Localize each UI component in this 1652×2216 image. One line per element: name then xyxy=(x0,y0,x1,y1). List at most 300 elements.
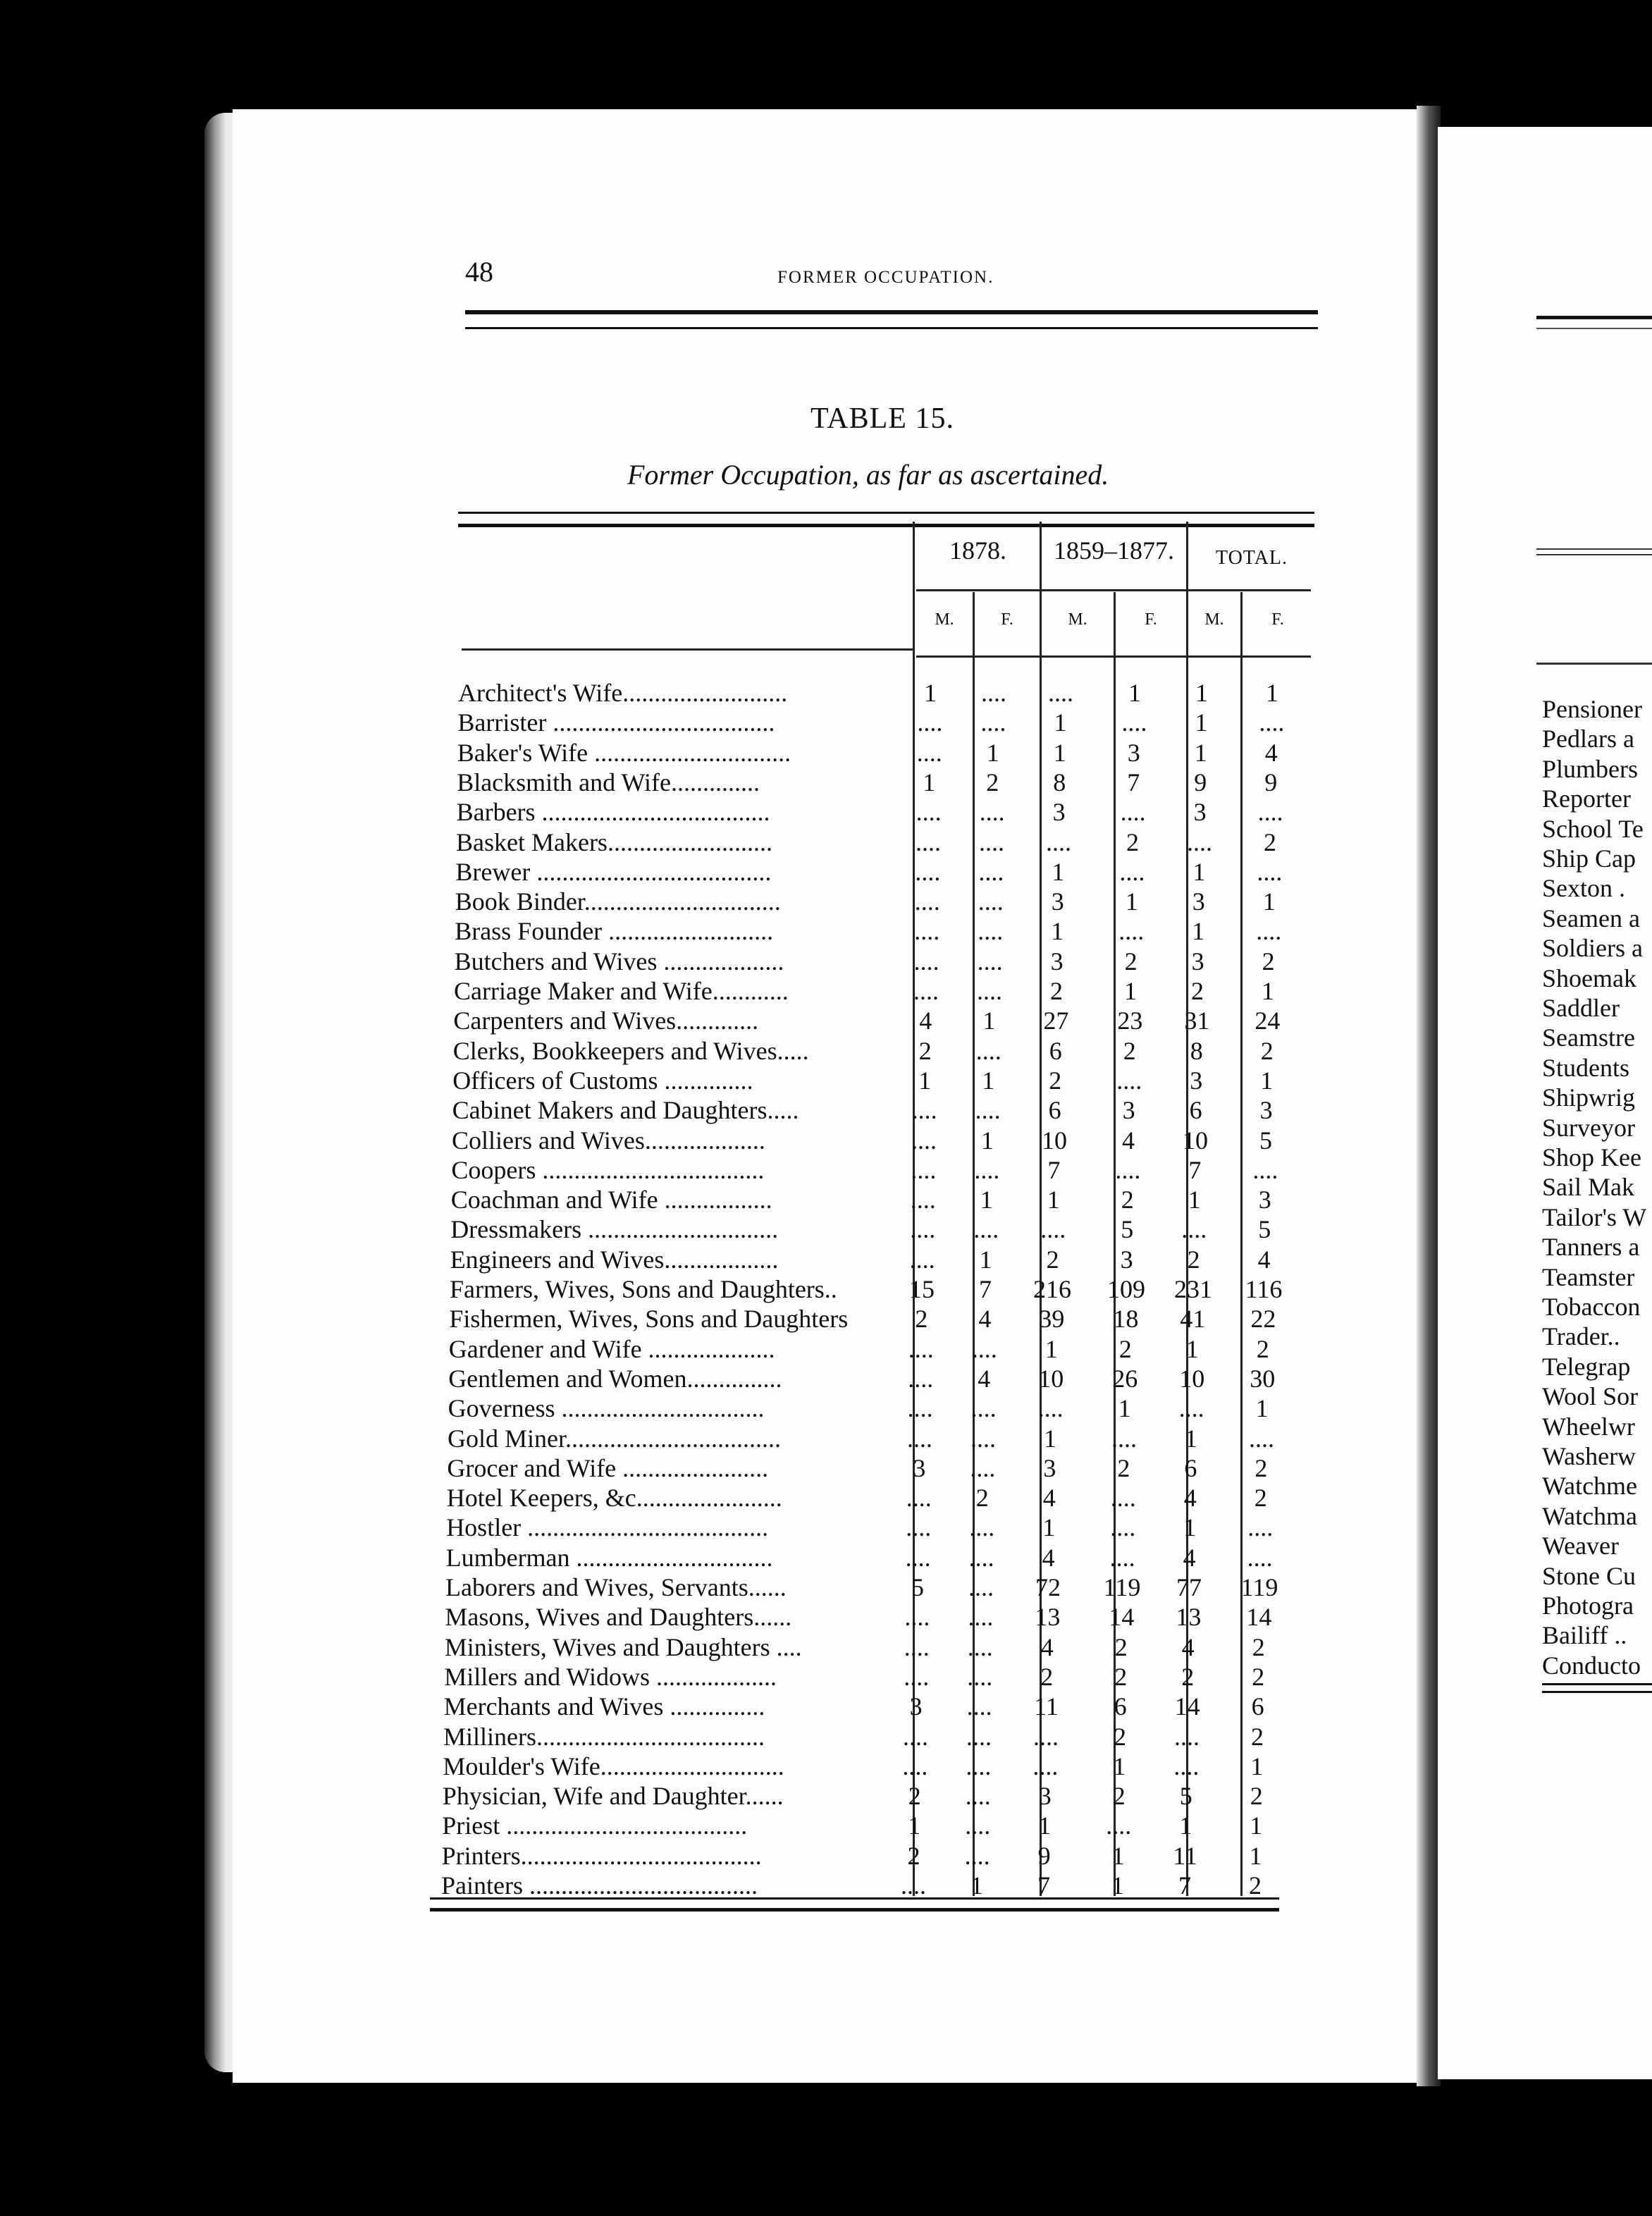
table-row xyxy=(390,1513,1306,1542)
table-cell: 2 xyxy=(1255,1453,1268,1482)
facing-page-item: Saddler xyxy=(1542,994,1620,1022)
table-cell: 1 xyxy=(918,1066,932,1095)
table-cell: .... xyxy=(1174,1722,1200,1751)
table-cell: 9 xyxy=(1194,768,1207,796)
occupation-label: Hostler ...................................... xyxy=(446,1513,769,1542)
table-cell: 2 xyxy=(1114,1662,1128,1691)
table-cell: 119 xyxy=(1240,1573,1278,1601)
occupation-label: Physician, Wife and Daughter...... xyxy=(442,1782,784,1811)
table-cell: 6 xyxy=(1049,1036,1062,1065)
table-cell: 5 xyxy=(1179,1782,1192,1811)
table-cell: 9 xyxy=(1264,768,1278,796)
table-cell: 2 xyxy=(1252,1662,1265,1691)
table-cell: 4 xyxy=(978,1364,991,1393)
table-cell: 10 xyxy=(1183,1126,1208,1155)
table-row xyxy=(386,1781,1302,1811)
occupation-label: Millers and Widows ................... xyxy=(444,1662,777,1691)
table-cell: 4 xyxy=(919,1007,932,1035)
occupation-label: Coopers ................................... xyxy=(451,1155,765,1184)
table-cell: 2 xyxy=(907,1841,920,1870)
table-cell: .... xyxy=(909,1245,935,1274)
subheader-m: M. xyxy=(935,610,954,629)
occupation-label: Dressmakers .............................. xyxy=(450,1215,779,1244)
facing-stub-rule xyxy=(1536,663,1652,665)
table-cell: .... xyxy=(901,1871,926,1900)
table-cell: .... xyxy=(913,977,939,1005)
table-cell: .... xyxy=(1110,1513,1136,1542)
table-cell: 3 xyxy=(1190,1066,1203,1095)
table-cell: 2 xyxy=(1118,1334,1132,1363)
table-cell: 2 xyxy=(908,1782,921,1811)
table-cell: 2 xyxy=(1191,977,1204,1005)
table-cell: .... xyxy=(979,798,1005,827)
table-row xyxy=(401,738,1317,768)
table-cell: 2 xyxy=(1251,1722,1264,1751)
table-cell: .... xyxy=(1046,827,1071,856)
subheader-m: M. xyxy=(1068,610,1087,629)
table-cell: 1 xyxy=(1042,1513,1056,1542)
table-cell: 7 xyxy=(1127,768,1140,796)
facing-page-item: Soldiers a xyxy=(1542,934,1643,963)
table-subtitle: Former Occupation, as far as ascertained. xyxy=(627,459,1109,491)
table-title: TABLE 15. xyxy=(810,402,954,435)
table-cell: 18 xyxy=(1113,1305,1139,1334)
table-cell: 3 xyxy=(1191,947,1204,975)
table-cell: .... xyxy=(902,1752,928,1780)
table-cell: .... xyxy=(973,1215,999,1244)
table-cell: .... xyxy=(975,1096,1001,1125)
table-cell: 2 xyxy=(1181,1662,1195,1691)
occupation-label: Milliners.................................... xyxy=(443,1722,765,1751)
table-cell: .... xyxy=(979,827,1004,856)
table-cell: 10 xyxy=(1038,1364,1064,1393)
table-cell: .... xyxy=(906,1513,932,1542)
table-cell: 2 xyxy=(1249,1871,1262,1900)
table-cell: 1 xyxy=(1044,1424,1056,1453)
table-cell: 1 xyxy=(1192,857,1206,886)
facing-page-item: Students xyxy=(1542,1053,1630,1082)
table-cell: 1 xyxy=(923,768,936,796)
table-cell: 22 xyxy=(1250,1305,1276,1334)
table-cell: 216 xyxy=(1033,1275,1071,1303)
table-cell: .... xyxy=(910,1215,936,1244)
facing-page-item: Shipwrig xyxy=(1542,1083,1636,1112)
table-cell: 41 xyxy=(1180,1305,1206,1334)
table-cell: .... xyxy=(1032,1752,1059,1780)
table-cell: 1 xyxy=(1260,1066,1274,1095)
table-row xyxy=(390,1483,1307,1513)
table-cell: 8 xyxy=(1053,768,1066,796)
table-cell: .... xyxy=(1048,679,1073,707)
table-row xyxy=(386,1811,1302,1840)
table-cell: .... xyxy=(1181,1215,1207,1244)
subheader-f: F. xyxy=(1271,610,1284,629)
table-row xyxy=(393,1334,1309,1364)
table-cell: 3 xyxy=(1122,1096,1135,1125)
table-cell: 5 xyxy=(1258,1215,1271,1244)
occupation-label: Brewer ..................................... xyxy=(455,857,772,886)
occupation-label: Governess ................................ xyxy=(448,1394,765,1423)
table-cell: .... xyxy=(908,1334,934,1363)
table-row xyxy=(400,768,1317,797)
occupation-label: Ministers, Wives and Daughters .... xyxy=(444,1632,802,1661)
page-number: 48 xyxy=(465,256,493,288)
table-cell: 2 xyxy=(1254,1484,1267,1513)
table-cell: 1 xyxy=(1128,679,1141,707)
table-cell: 2 xyxy=(1260,1036,1274,1065)
table-cell: 2 xyxy=(975,1484,989,1513)
table-cell: .... xyxy=(917,708,943,737)
table-cell: .... xyxy=(977,977,1002,1005)
table-cell: 26 xyxy=(1112,1364,1138,1393)
table-cell: 3 xyxy=(1043,1453,1056,1482)
table-row xyxy=(395,1185,1311,1214)
table-cell: 2 xyxy=(986,768,999,796)
table-cell: .... xyxy=(980,708,1006,737)
table-cell: .... xyxy=(911,1155,937,1184)
table-cell: 1 xyxy=(1250,1811,1263,1840)
table-cell: 77 xyxy=(1176,1573,1202,1601)
table-cell: 7 xyxy=(1047,1155,1061,1184)
table-bottom-rule xyxy=(430,1897,1279,1912)
table-cell: .... xyxy=(967,1632,993,1661)
table-cell: 14 xyxy=(1109,1603,1135,1632)
table-cell: 3 xyxy=(1051,887,1064,916)
table-cell: 6 xyxy=(1251,1692,1264,1721)
table-cell: 4 xyxy=(1042,1543,1055,1572)
table-cell: .... xyxy=(971,1334,997,1363)
table-cell: 11 xyxy=(1034,1692,1059,1721)
table-cell: 5 xyxy=(1259,1126,1272,1155)
header-rule xyxy=(465,310,1318,329)
table-cell: 72 xyxy=(1035,1573,1061,1601)
table-cell: .... xyxy=(966,1752,992,1780)
table-cell: 4 xyxy=(1264,738,1278,767)
table-cell: 1 xyxy=(1250,1752,1264,1780)
table-cell: .... xyxy=(916,827,941,856)
table-cell: 2 xyxy=(1114,1722,1126,1751)
table-cell: .... xyxy=(904,1632,930,1661)
table-cell: .... xyxy=(978,917,1004,946)
occupation-label: Hotel Keepers, &c....................... xyxy=(446,1484,782,1513)
table-cell: .... xyxy=(965,1782,991,1811)
occupation-label: Colliers and Wives................... xyxy=(452,1126,765,1155)
table-cell: 1 xyxy=(981,1126,994,1155)
table-cell: .... xyxy=(1247,1543,1273,1572)
table-cell: 1 xyxy=(1195,708,1208,737)
table-cell: .... xyxy=(1121,708,1147,737)
facing-table-rule xyxy=(1536,548,1652,555)
occupation-label: Farmers, Wives, Sons and Daughters.. xyxy=(450,1275,837,1303)
table-cell: .... xyxy=(914,887,940,916)
table-cell: .... xyxy=(1109,1543,1135,1572)
table-cell: .... xyxy=(1178,1394,1204,1423)
table-cell: 5 xyxy=(911,1573,924,1601)
table-row xyxy=(390,1453,1307,1483)
occupation-label: Merchants and Wives ............... xyxy=(443,1692,765,1721)
table-row xyxy=(402,678,1318,708)
table-cell: 109 xyxy=(1107,1275,1145,1303)
table-cell: 2 xyxy=(1124,947,1138,975)
table-cell: .... xyxy=(964,1841,990,1870)
table-cell: .... xyxy=(970,1394,997,1423)
facing-page-item: Stone Cu xyxy=(1542,1561,1636,1590)
occupation-label: Officers of Customs .............. xyxy=(452,1066,753,1095)
table-cell: 1 xyxy=(1038,1811,1052,1840)
table-cell: 3 xyxy=(1193,798,1207,827)
table-cell: .... xyxy=(905,1543,931,1572)
table-cell: .... xyxy=(968,1603,994,1632)
table-cell: .... xyxy=(1252,1155,1278,1184)
table-row xyxy=(391,1424,1307,1453)
occupation-label: Engineers and Wives.................. xyxy=(450,1245,779,1274)
table-cell: .... xyxy=(1033,1722,1059,1751)
table-cell: .... xyxy=(967,1662,993,1691)
table-cell: .... xyxy=(908,1364,934,1393)
table-row xyxy=(399,857,1315,887)
subheader-f: F. xyxy=(1001,610,1013,629)
table-cell: 13 xyxy=(1035,1603,1061,1632)
table-cell: .... xyxy=(1115,1155,1141,1184)
table-cell: 24 xyxy=(1255,1007,1281,1035)
facing-page-item: Plumbers xyxy=(1542,754,1639,783)
table-cell: 4 xyxy=(1040,1632,1054,1661)
facing-page-item: Bailiff .. xyxy=(1542,1621,1627,1650)
table-cell: 1 xyxy=(1053,738,1066,767)
table-cell: .... xyxy=(1037,1394,1064,1423)
occupation-label: Grocer and Wife ....................... xyxy=(447,1453,769,1482)
table-row xyxy=(388,1602,1305,1632)
table-cell: 14 xyxy=(1174,1692,1200,1721)
subheader-m: M. xyxy=(1204,610,1224,629)
table-cell: 1 xyxy=(970,1871,983,1900)
table-row xyxy=(398,916,1314,946)
table-cell: 2 xyxy=(1114,1632,1128,1661)
table-row xyxy=(392,1364,1308,1393)
table-cell: .... xyxy=(904,1662,930,1691)
facing-bottom-rule xyxy=(1542,1683,1652,1693)
table-cell: 7 xyxy=(1178,1871,1191,1900)
table-cell: .... xyxy=(1257,798,1283,827)
facing-page-item: Teamster xyxy=(1542,1262,1635,1291)
table-cell: 2 xyxy=(1046,1245,1059,1274)
table-cell: 15 xyxy=(909,1275,935,1303)
table-cell: .... xyxy=(915,857,941,886)
table-cell: 1 xyxy=(1111,1871,1124,1900)
table-cell: 11 xyxy=(1173,1841,1197,1870)
facing-page-item: Shoemak xyxy=(1542,964,1636,992)
table-cell: .... xyxy=(966,1722,992,1751)
table-row xyxy=(393,1304,1309,1334)
table-row xyxy=(400,797,1317,827)
table-cell: 1 xyxy=(1179,1811,1192,1840)
table-cell: .... xyxy=(911,1096,937,1125)
subheader-rule xyxy=(916,655,1311,658)
book-gutter xyxy=(1417,106,1441,2086)
table-cell: .... xyxy=(1257,857,1283,886)
table-cell: .... xyxy=(1111,1424,1137,1453)
table-row xyxy=(397,976,1314,1006)
table-cell: 2 xyxy=(1250,1782,1263,1811)
facing-page-item: Watchma xyxy=(1542,1501,1638,1530)
table-cell: 8 xyxy=(1190,1036,1203,1065)
occupation-label: Moulder's Wife............................. xyxy=(443,1752,784,1780)
facing-page-item: Tailor's W xyxy=(1542,1202,1647,1231)
table-cell: .... xyxy=(1116,1066,1142,1095)
facing-page-item: Sexton . xyxy=(1542,874,1626,903)
table-cell: .... xyxy=(969,1513,995,1542)
table-row xyxy=(393,1274,1309,1304)
table-cell: .... xyxy=(978,887,1004,916)
table-cell: 1 xyxy=(1188,1186,1201,1214)
table-cell: .... xyxy=(907,1424,932,1453)
table-cell: 2 xyxy=(1187,1245,1200,1274)
facing-page-item: Weaver xyxy=(1542,1532,1620,1561)
table-cell: .... xyxy=(978,857,1004,886)
table-cell: 6 xyxy=(1048,1096,1061,1125)
table-cell: 5 xyxy=(1121,1215,1134,1244)
occupation-label: Butchers and Wives ................... xyxy=(454,947,784,975)
facing-page-item: Photogra xyxy=(1542,1592,1634,1620)
table-cell: 1 xyxy=(1124,977,1137,1005)
facing-page-item: Wheelwr xyxy=(1542,1412,1635,1441)
table-cell: 2 xyxy=(1049,1066,1062,1095)
table-cell: 39 xyxy=(1039,1305,1065,1334)
group-header-total: TOTAL. xyxy=(1215,547,1288,569)
table-cell: .... xyxy=(1173,1752,1200,1780)
table-cell: .... xyxy=(975,1036,1001,1065)
table-cell: .... xyxy=(968,1543,994,1572)
table-cell: 4 xyxy=(1183,1484,1197,1513)
table-cell: .... xyxy=(916,798,942,827)
table-cell: 231 xyxy=(1174,1275,1212,1303)
table-cell: 1 xyxy=(1052,857,1065,886)
table-cell: 4 xyxy=(1122,1126,1135,1155)
facing-page-item: Ship Cap xyxy=(1542,844,1636,873)
table-cell: 2 xyxy=(915,1305,928,1334)
table-cell: 2 xyxy=(1121,1186,1134,1214)
occupation-label: Cabinet Makers and Daughters..... xyxy=(452,1096,799,1125)
table-cell: .... xyxy=(1120,798,1146,827)
facing-page-item: Trader.. xyxy=(1542,1322,1620,1351)
table-cell: .... xyxy=(1106,1811,1132,1840)
facing-page-item: Pensioner xyxy=(1542,695,1642,723)
facing-page-item: Shop Kee xyxy=(1542,1143,1641,1171)
table-cell: 1 xyxy=(980,1186,993,1214)
table-cell: 3 xyxy=(1120,1245,1133,1274)
table-cell: .... xyxy=(977,947,1003,975)
occupation-label: Gold Miner.................................. xyxy=(448,1424,781,1453)
table-cell: 1 xyxy=(1044,1334,1058,1363)
table-cell: 2 xyxy=(1040,1662,1054,1691)
occupation-label: Barrister ................................... xyxy=(457,708,775,737)
table-row xyxy=(386,1752,1302,1781)
table-cell: 1 xyxy=(1111,1841,1125,1870)
table-cell: .... xyxy=(970,1424,996,1453)
table-row xyxy=(390,1543,1306,1572)
table-cell: 1 xyxy=(1185,1334,1199,1363)
table-cell: 13 xyxy=(1176,1603,1202,1632)
facing-header-rule xyxy=(1536,316,1652,329)
table-cell: .... xyxy=(974,1155,1000,1184)
table-cell: .... xyxy=(966,1692,992,1721)
occupation-label: Laborers and Wives, Servants...... xyxy=(445,1573,787,1601)
table-cell: 1 xyxy=(1194,738,1207,767)
occupation-label: Book Binder............................... xyxy=(455,887,781,916)
table-row xyxy=(392,1393,1308,1423)
facing-page-item: Seamen a xyxy=(1542,904,1640,932)
table-cell: .... xyxy=(906,1484,932,1513)
table-row xyxy=(395,1126,1312,1155)
table-row xyxy=(394,1245,1310,1274)
facing-page-item: Conducto xyxy=(1542,1651,1641,1680)
table-cell: 4 xyxy=(1183,1543,1196,1572)
facing-page-item: School Te xyxy=(1542,814,1644,843)
table-cell: 1 xyxy=(1255,1394,1269,1423)
facing-page-item: Wool Sor xyxy=(1542,1382,1639,1411)
occupation-label: Gardener and Wife .................... xyxy=(448,1334,775,1363)
table-cell: 119 xyxy=(1103,1573,1141,1601)
table-cell: 1 xyxy=(1192,917,1205,946)
facing-page-item: Tobaccon xyxy=(1542,1293,1641,1321)
table-cell: .... xyxy=(965,1811,991,1840)
table-cell: 6 xyxy=(1114,1692,1127,1721)
table-cell: 1 xyxy=(979,1245,992,1274)
table-cell: 10 xyxy=(1179,1364,1205,1393)
table-cell: 10 xyxy=(1042,1126,1067,1155)
table-row xyxy=(397,1006,1313,1035)
table-cell: 1 xyxy=(982,1007,996,1035)
facing-page-item: Sail Mak xyxy=(1542,1173,1634,1202)
table-cell: 23 xyxy=(1117,1007,1143,1035)
table-cell: 1 xyxy=(1266,679,1278,707)
table-cell: 1 xyxy=(1054,708,1067,737)
table-row xyxy=(388,1662,1304,1692)
table-cell: .... xyxy=(913,947,939,975)
table-cell: .... xyxy=(1118,917,1145,946)
occupation-label: Carriage Maker and Wife............ xyxy=(454,977,789,1005)
table-cell: 9 xyxy=(1037,1841,1051,1870)
occupation-label: Priest ...................................... xyxy=(442,1811,748,1840)
facing-page-item: Tanners a xyxy=(1542,1233,1640,1262)
occupation-label: Basket Makers.......................... xyxy=(456,827,772,856)
occupation-label: Barbers .................................... xyxy=(456,798,770,827)
occupation-label: Printers...................................... xyxy=(441,1841,762,1870)
running-head: FORMER OCCUPATION. xyxy=(777,268,994,287)
table-cell: .... xyxy=(1119,857,1145,886)
table-cell: 14 xyxy=(1246,1603,1272,1632)
table-cell: 1 xyxy=(908,1811,921,1840)
table-cell: 4 xyxy=(1181,1632,1195,1661)
occupation-label: Masons, Wives and Daughters...... xyxy=(445,1603,792,1632)
table-cell: .... xyxy=(1249,1424,1274,1453)
table-cell: 4 xyxy=(978,1305,992,1334)
table-cell: .... xyxy=(1247,1513,1274,1542)
table-cell: .... xyxy=(1256,917,1282,946)
facing-page-item: Reporter xyxy=(1542,784,1631,813)
table-cell: 2 xyxy=(1123,1036,1136,1065)
table-cell: .... xyxy=(910,1186,936,1214)
table-cell: 1 xyxy=(1262,887,1276,916)
occupation-label: Architect's Wife.......................... xyxy=(458,679,788,707)
occupation-label: Baker's Wife ............................... xyxy=(457,738,791,767)
table-row xyxy=(398,947,1314,976)
table-cell: 1 xyxy=(1195,679,1208,707)
table-row xyxy=(385,1871,1301,1900)
table-row xyxy=(396,1066,1312,1095)
occupation-label: Blacksmith and Wife.............. xyxy=(457,768,760,796)
subheader-f: F. xyxy=(1145,610,1157,629)
